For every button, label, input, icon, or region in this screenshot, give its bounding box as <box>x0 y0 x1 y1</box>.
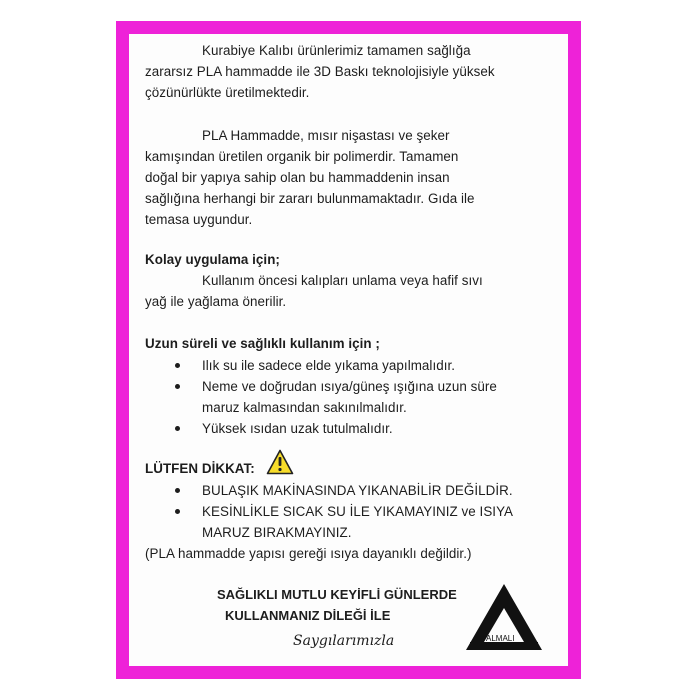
bullet-dot <box>175 384 180 389</box>
longuse-heading: Uzun süreli ve sağlıklı kullanım için ; <box>145 336 380 351</box>
pla-line-5: temasa uygundur. <box>145 212 253 227</box>
easy-line-1: Kullanım öncesi kalıpları unlama veya hafif sıvı <box>202 273 483 288</box>
bullet-dot <box>175 363 180 368</box>
bullet-dot <box>175 509 180 514</box>
longuse-bullet-3: Yüksek ısıdan uzak tutulmalıdır. <box>202 421 393 436</box>
attention-bullet-2-line-2: MARUZ BIRAKMAYINIZ. <box>202 525 352 540</box>
longuse-bullet-2-line-2: maruz kalmasından sakınılmalıdır. <box>202 400 407 415</box>
pla-line-4: sağlığına herhangi bir zararı bulunmamaktadır. Gıda ile <box>145 191 475 206</box>
closing-line-1: SAĞLIKLI MUTLU KEYİFLİ GÜNLERDE <box>217 587 457 602</box>
longuse-bullet-2-line-1: Neme ve doğrudan ısıya/güneş ışığına uzun süre <box>202 379 497 394</box>
pla-line-1: PLA Hammadde, mısır nişastası ve şeker <box>202 128 450 143</box>
bullet-dot <box>175 488 180 493</box>
intro-line-2: zararsız PLA hammadde ile 3D Baskı teknolojisiyle yüksek <box>145 64 495 79</box>
bullet-dot <box>175 426 180 431</box>
easy-line-2: yağ ile yağlama önerilir. <box>145 294 287 309</box>
intro-line-1: Kurabiye Kalıbı ürünlerimiz tamamen sağlığa <box>202 43 471 58</box>
attention-heading: LÜTFEN DİKKAT: <box>145 461 255 476</box>
pla-line-3: doğal bir yapıya sahip olan bu hammaddenin insan <box>145 170 450 185</box>
easy-heading: Kolay uygulama için; <box>145 252 280 267</box>
warning-icon <box>266 449 294 475</box>
attention-bullet-1: BULAŞIK MAKİNASINDA YIKANABİLİR DEĞİLDİR. <box>202 483 513 498</box>
attention-bullet-2-line-1: KESİNLİKLE SICAK SU İLE YIKAMAYINIZ ve ISIYA <box>202 504 514 519</box>
pla-line-2: kamışından üretilen organik bir polimerdir. Tamamen <box>145 149 459 164</box>
signature: Saygılarımızla <box>293 633 395 649</box>
intro-line-3: çözünürlükte üretilmektedir. <box>145 85 310 100</box>
brand-logo <box>462 582 544 654</box>
attention-note: (PLA hammadde yapısı gereği ısıya dayanıklı değildir.) <box>145 546 472 561</box>
logo-text: ALMALI <box>486 634 515 643</box>
closing-line-2: KULLANMANIZ DİLEĞİ İLE <box>225 608 391 623</box>
longuse-bullet-1: Ilık su ile sadece elde yıkama yapılmalıdır. <box>202 358 456 373</box>
